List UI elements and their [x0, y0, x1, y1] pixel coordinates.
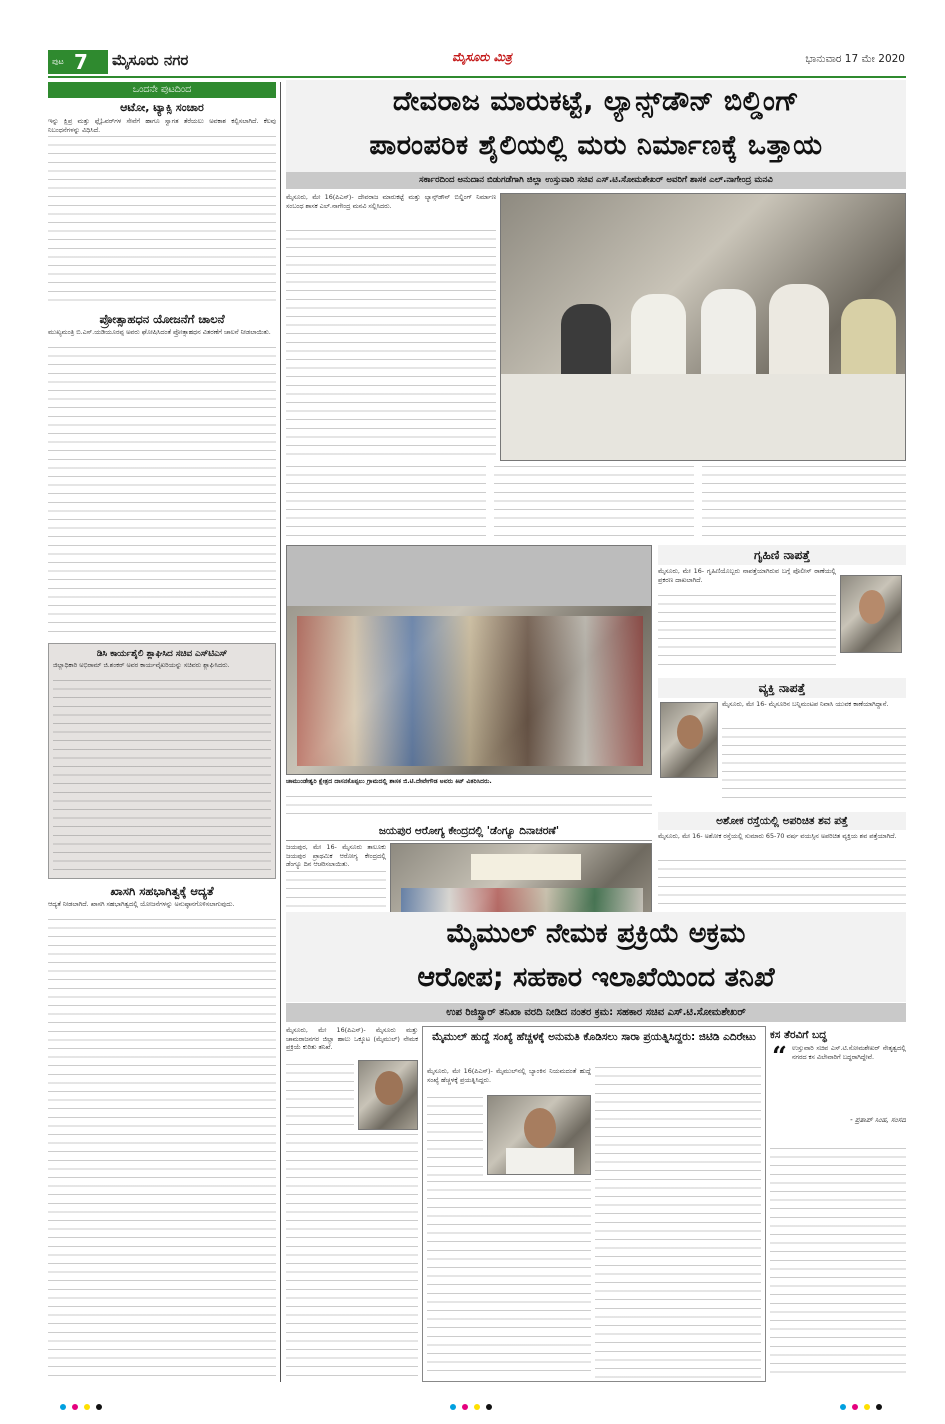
- story-body: [48, 347, 276, 637]
- story-dc-praise: [48, 643, 276, 879]
- lead-subhead: [286, 172, 906, 189]
- lead-subhead-text: ಸರ್ಕಾರದಿಂದ ಅನುದಾನ ಬಿಡುಗಡೆಗಾಗಿ ಜಿಲ್ಲಾ ಉಸ್ತುವಾರಿ ಸಚಿವ ಎಸ್.ಟಿ.ಸೋಮಶೇಖರ್ ಅವರಿಗೆ ಶಾಸಕ ಎಲ್.ನಾಗೇಂದ್ರ ಮನವಿ: [419, 175, 773, 185]
- boxed-lead: ಮೈಸೂರು, ಮೇ 16(ಪಿಎಸ್)- ಮೈಮುಲ್‌ನಲ್ಲಿ ಬ್ಯಾಂಕಿನ ನಿಯಮದಂತೆ ಹುದ್ದೆ ಸಂಖ್ಯೆ ಹೆಚ್ಚಳಕ್ಕೆ ಪ್ರಯತ್ನಿಸಿದ್ದರು.: [427, 1067, 591, 1084]
- second-headline-line1: ಮೈಮುಲ್ ನೇಮಕ ಪ್ರಕ್ರಿಯೆ ಅಕ್ರಮ: [446, 918, 746, 949]
- notice-man-missing: [658, 678, 906, 808]
- minister-photo: [358, 1060, 418, 1130]
- gtd-photo: [487, 1095, 591, 1175]
- gtd-shirt: [506, 1148, 574, 1175]
- second-subhead-text: ಉಪ ರಿಜಿಸ್ಟ್ರಾರ್ ತನಿಖಾ ವರದಿ ನೀಡಿದ ನಂತರ ಕ್ರಮ: ಸಹಕಾರ ಸಚಿವ ಎಸ್.ಟಿ.ಸೋಮಶೇಖರ್: [446, 1007, 746, 1018]
- lead-story-cols: [286, 466, 906, 539]
- section-title: ಮೈಸೂರು ನಗರ: [112, 51, 189, 69]
- notice-woman-missing: [658, 545, 906, 675]
- masthead: [0, 0, 945, 78]
- second-story-col1: [286, 1026, 418, 1382]
- continued-banner: [48, 82, 276, 98]
- story-auto-taxi: [48, 99, 276, 308]
- page-number: 7: [74, 50, 88, 74]
- second-subhead: [286, 1003, 906, 1022]
- second-body-lower: [286, 1134, 418, 1382]
- lead-dateline: ಮೈಸೂರು, ಮೇ 16(ಪಿಎಸ್)- ದೇವರಾಜ ಮಾರುಕಟ್ಟೆ ಮತ್ತು ಲ್ಯಾನ್ಸ್‌ಡೌನ್ ಬಿಲ್ಡಿಂಗ್ ನಿರ್ಮಾಣ ಸಂಬಂಧ ಶಾಸಕ ಎಲ್.ನಾಗೇಂದ್ರ ಮನವಿ ಸಲ್ಲಿಸಿದರು.: [286, 193, 496, 210]
- story-headline: ಆಟೋ, ಟ್ಯಾಕ್ಸಿ ಸಂಚಾರ: [120, 101, 204, 114]
- man-photo: [660, 702, 718, 778]
- kit-photo-caption-text: ಚಾಮುಂಡೇಶ್ವರಿ ಕ್ಷೇತ್ರದ ದಾಸನಕೊಪ್ಪಲು ಗ್ರಾಮದಲ್ಲಿ ಶಾಸಕ ಜಿ.ಟಿ.ದೇವೇಗೌಡ ಅವರು ಕಿಟ್ ವಿತರಿಸಿದರು.: [286, 778, 492, 785]
- column-divider: [280, 82, 281, 1382]
- notice-body: [658, 860, 906, 910]
- lead-body-col2: [494, 466, 694, 539]
- quote-mark: “: [772, 1042, 787, 1072]
- quote-text: ಉಸ್ತುವಾರಿ ಸಚಿವ ಎಸ್.ಟಿ.ಸೋಮಶೇಖರ್ ನೇತೃತ್ವದಲ್ಲಿ ನಗರದ ಕಸ ವಿಲೇವಾರಿಗೆ ಬದ್ಧರಾಗಿದ್ದೇವೆ.: [792, 1044, 906, 1061]
- story-private-partnership: [48, 882, 276, 1382]
- notice-text: [722, 700, 906, 806]
- second-headline-block: [286, 912, 906, 1002]
- masthead-rule: [48, 76, 906, 78]
- paper-name: ಮೈಸೂರು ಮಿತ್ರ: [452, 50, 512, 64]
- second-body: [286, 1064, 354, 1130]
- print-registration-right: [840, 1402, 900, 1412]
- page-label: ಪುಟ: [52, 57, 64, 66]
- lead-headline-line2: ಪಾರಂಪರಿಕ ಶೈಲಿಯಲ್ಲಿ ಮರು ನಿರ್ಮಾಣಕ್ಕೆ ಒತ್ತಾಯ: [369, 130, 823, 161]
- story-lead: ಜಿಲ್ಲಾಧಿಕಾರಿ ಅಭಿರಾಮ್ ಜಿ.ಶಂಕರ್ ಅವರ ಕಾರ್ಯವೈಖರಿಯನ್ನು ಸಚಿವರು ಶ್ಲಾಘಿಸಿದರು.: [53, 661, 230, 669]
- boxed-body-b: [427, 1181, 591, 1377]
- lead-headline-line1: ದೇವರಾಜ ಮಾರುಕಟ್ಟೆ, ಲ್ಯಾನ್ಸ್‌ಡೌನ್ ಬಿಲ್ಡಿಂಗ್: [392, 86, 800, 117]
- woman-face: [859, 590, 885, 624]
- story-headline: ಡಿಸಿ ಕಾರ್ಯಶೈಲಿ ಶ್ಲಾಘಿಸಿದ ಸಚಿವ ಎಸ್‌ಟಿಎಸ್: [96, 649, 228, 659]
- minister-face: [375, 1071, 403, 1105]
- notice-text: [658, 567, 836, 673]
- health-banner: [471, 854, 581, 880]
- right-col-story: [770, 1148, 906, 1382]
- story-headline: ಪ್ರೋತ್ಸಾಹಧನ ಯೋಜನೆಗೆ ಚಾಲನೆ: [99, 312, 225, 326]
- person-4: [769, 284, 829, 374]
- boxed-body-a: [427, 1097, 483, 1177]
- notice-lead: ಮೈಸೂರು, ಮೇ 16- ಮೈಸೂರಿನ ಬನ್ನಿಮಂಟಪ ನಿವಾಸಿ ಯುವಕ ಕಾಣೆಯಾಗಿದ್ದಾನೆ.: [722, 700, 889, 708]
- meeting-photo: [500, 193, 906, 461]
- boxed-col2: [595, 1067, 761, 1379]
- person-3: [701, 289, 756, 374]
- right-col-body: [770, 1148, 906, 1380]
- print-registration-center: [450, 1402, 510, 1412]
- meeting-table: [501, 374, 906, 461]
- page-number-badge: [48, 50, 108, 74]
- notice-body: [722, 728, 906, 804]
- crowd-row: [297, 616, 643, 766]
- print-registration-left: [60, 1402, 120, 1412]
- lead-body-col3: [702, 466, 906, 539]
- person-5: [841, 299, 896, 374]
- person-2: [631, 294, 686, 374]
- quote-headline: ಕಸ ತೆರವಿಗೆ ಬದ್ಧ: [770, 1029, 827, 1041]
- notice-headline: ಗೃಹಿಣಿ ನಾಪತ್ತೆ: [658, 545, 906, 565]
- notice-lead: ಮೈಸೂರು, ಮೇ 16- ಅಶೋಕ ರಸ್ತೆಯಲ್ಲಿ ಸುಮಾರು 65-70 ವರ್ಷ ವಯಸ್ಸಿನ ಅಪರಿಚಿತ ವ್ಯಕ್ತಿಯ ಶವ ಪತ್ತೆಯಾಗಿದೆ.: [658, 832, 897, 840]
- notice-lead: ಮೈಸೂರು, ಮೇ 16- ಗೃಹಿಣಿಯೊಬ್ಬರು ನಾಪತ್ತೆಯಾಗಿರುವ ಬಗ್ಗೆ ಪೊಲೀಸ್ ಠಾಣೆಯಲ್ಲಿ ಪ್ರಕರಣ ದಾಖಲಾಗಿದೆ.: [658, 567, 836, 584]
- quote-attribution: - ಪ್ರತಾಪ್ ಸಿಂಹ, ಸಂಸದ: [850, 1116, 906, 1124]
- boxed-story: [422, 1026, 766, 1382]
- boxed-col1: [427, 1067, 591, 1379]
- woman-photo: [840, 575, 902, 653]
- lead-story-col1: [286, 193, 496, 463]
- issue-date: ಭಾನುವಾರ 17 ಮೇ 2020: [805, 53, 905, 65]
- story-lead: ಮುಖ್ಯಮಂತ್ರಿ ಬಿ.ಎಸ್.ಯಡಿಯೂರಪ್ಪ ಅವರು ಘೋಷಿಸಿದಂತೆ ಪ್ರೋತ್ಸಾಹಧನ ವಿತರಣೆಗೆ ಚಾಲನೆ ನೀಡಲಾಯಿತು.: [48, 328, 271, 336]
- story-body: [48, 919, 276, 1379]
- story-lead: ಆದ್ಯತೆ ನೀಡಲಾಗಿದೆ. ಖಾಸಗಿ ಸಹಭಾಗಿತ್ವದಲ್ಲಿ ಯೋಜನೆಗಳನ್ನು ಅನುಷ್ಠಾನಗೊಳಿಸಲಾಗುವುದು.: [48, 900, 235, 908]
- lead-body-col1: [286, 466, 486, 539]
- boxed-headline: ಮೈಮುಲ್ ಹುದ್ದೆ ಸಂಖ್ಯೆ ಹೆಚ್ಚಳಕ್ಕೆ ಅನುಮತಿ ಕೊಡಿಸಲು ಸಾರಾ ಪ್ರಯತ್ನಿಸಿದ್ದರು: ಜಿಟಿಡಿ ಎದಿರೇಟು: [432, 1031, 756, 1043]
- second-dateline: ಮೈಸೂರು, ಮೇ 16(ಪಿಎಸ್)- ಮೈಸೂರು ಮತ್ತು ಚಾಮರಾಜನಗರ ಜಿಲ್ಲಾ ಹಾಲು ಒಕ್ಕೂಟ (ಮೈಮುಲ್) ನೇಮಕ ಪ್ರಕ್ರಿಯೆ ಕುರಿತು ತನಿಖೆ.: [286, 1026, 418, 1052]
- notice-body: [658, 595, 836, 671]
- story-lead: ಇನ್ನು ಕ್ಷಿಪ್ರ ಮತ್ತು ಫ್ಲೈಓವರ್‌ಗಳ ಸೇವೆಗೆ ಹಾಗೂ ಸ್ವಾಗತ ತೆರೆಯಲು ಅವಕಾಶ ಕಲ್ಪಿಸಲಾಗಿದೆ. ಕೆಲವು ನಿಬಂಧನೆಗಳನ್ನು ವಿಧಿಸಿದೆ.: [48, 117, 276, 134]
- sky: [287, 546, 652, 606]
- story-body: [48, 136, 276, 306]
- kit-distribution-photo: [286, 545, 652, 775]
- lead-headline-block: [286, 80, 906, 172]
- man-face: [677, 715, 703, 749]
- second-headline-line2: ಆರೋಪ; ಸಹಕಾರ ಇಲಾಖೆಯಿಂದ ತನಿಖೆ: [417, 962, 775, 993]
- notice-headline: ಅಶೋಕ ರಸ್ತೆಯಲ್ಲಿ ಅಪರಿಚಿತ ಶವ ಪತ್ತೆ: [658, 812, 906, 830]
- notice-unknown-body: [658, 812, 906, 912]
- kit-photo-caption-more: [286, 796, 652, 818]
- notice-headline: ವ್ಯಕ್ತಿ ನಾಪತ್ತೆ: [658, 678, 906, 698]
- story-incentive: [48, 310, 276, 640]
- story-body: [53, 680, 271, 870]
- health-headline: ಜಯಪುರ ಆರೋಗ್ಯ ಕೇಂದ್ರದಲ್ಲಿ 'ಡೆಂಗ್ಯೂ ದಿನಾಚರಣೆ': [286, 822, 652, 841]
- kit-photo-caption: [286, 778, 652, 818]
- story-headline: ಖಾಸಗಿ ಸಹಭಾಗಿತ್ವಕ್ಕೆ ಆದ್ಯತೆ: [110, 884, 214, 898]
- health-lead: ಜಯಪುರ, ಮೇ 16- ಮೈಸೂರು ತಾಲೂಕು ಜಯಪುರ ಪ್ರಾಥಮಿಕ ಆರೋಗ್ಯ ಕೇಂದ್ರದಲ್ಲಿ ಡೆಂಗ್ಯೂ ದಿನ ಆಚರಿಸಲಾಯಿತು.: [286, 843, 386, 869]
- quote-box: [770, 1026, 906, 1144]
- person-1: [561, 304, 611, 374]
- gtd-face: [524, 1108, 556, 1148]
- continued-label: ಒಂದನೇ ಪುಟದಿಂದ: [132, 84, 192, 95]
- lead-body: [286, 230, 496, 462]
